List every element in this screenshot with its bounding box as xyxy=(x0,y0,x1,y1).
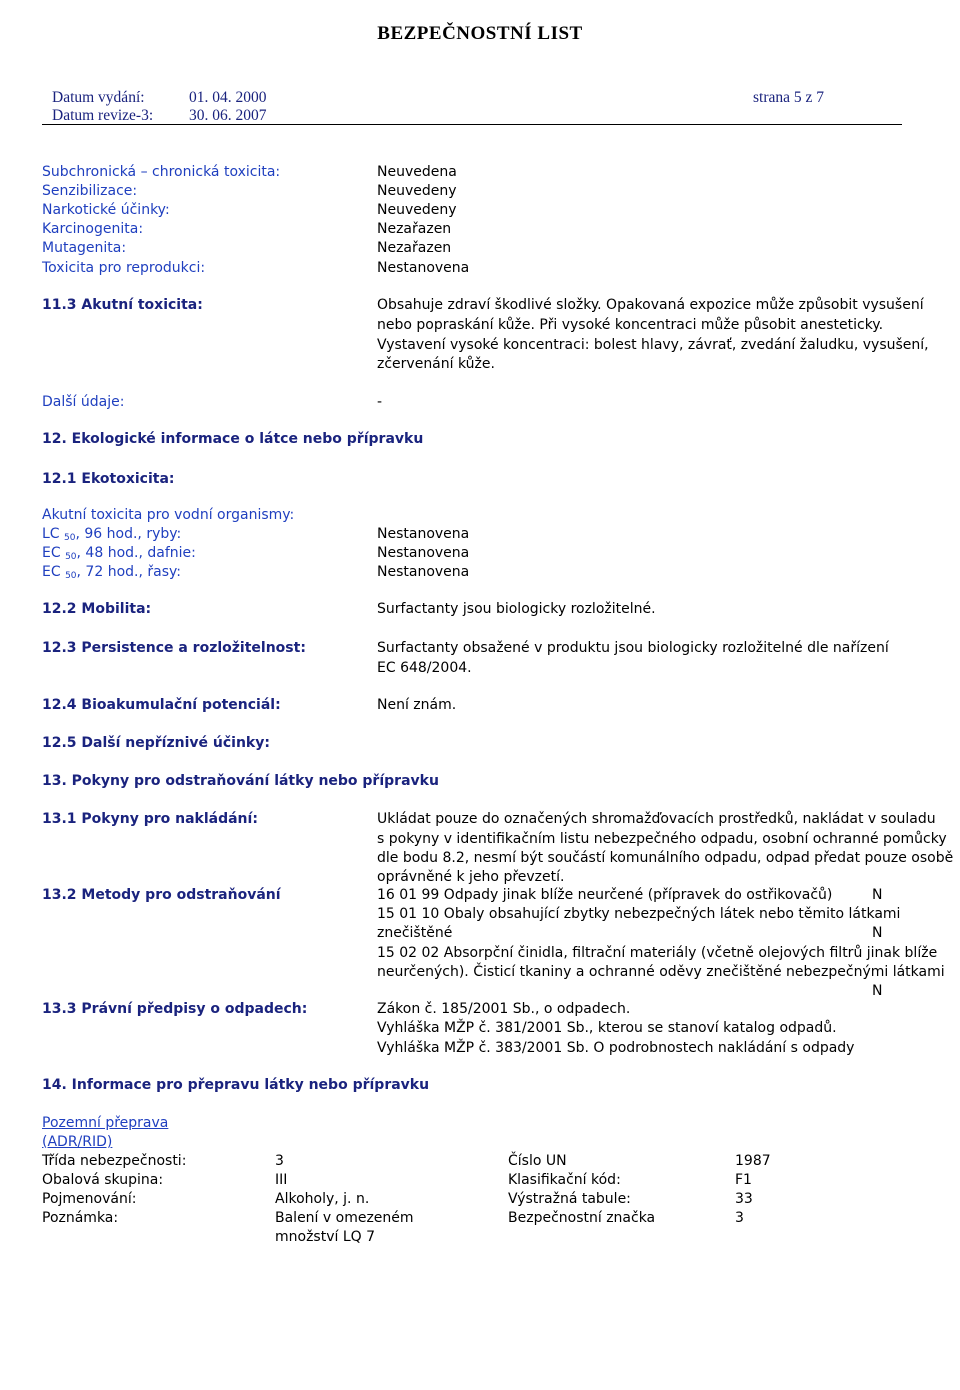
transport-value: Alkoholy, j. n. xyxy=(275,1191,370,1207)
transport-label: Číslo UN xyxy=(508,1153,567,1169)
handling-line: dle bodu 8.2, nesmí být součástí komunálního odpadu, odpad předat pouze osobě xyxy=(377,850,954,866)
transport-value: Balení v omezeném xyxy=(275,1210,414,1226)
transport-note-continuation: množství LQ 7 xyxy=(275,1229,376,1245)
transport-label: Výstražná tabule: xyxy=(508,1191,631,1207)
transport-label: Bezpečnostní značka xyxy=(508,1210,656,1226)
section-12-title: 12. Ekologické informace o látce nebo přípravku xyxy=(42,431,424,447)
aquatic-test-value: Nestanovena xyxy=(377,526,470,542)
handling-line: oprávněné k jeho převzetí. xyxy=(377,869,565,885)
handling-line: s pokyny v identifikačním listu nebezpečného odpadu, osobní ochranné pomůcky xyxy=(377,831,947,847)
transport-label: Klasifikační kód: xyxy=(508,1172,621,1188)
land-transport-heading: Pozemní přeprava xyxy=(42,1115,169,1131)
section-13-title: 13. Pokyny pro odstraňování látky nebo přípravku xyxy=(42,773,439,789)
toxicity-value: Neuvedeny xyxy=(377,183,457,199)
mobility-label: 12.2 Mobilita: xyxy=(42,601,152,617)
revision-date-label: Datum revize-3: xyxy=(52,107,154,124)
acute-toxicity-line: Vystavení vysoké koncentraci: bolest hlavy, závrať, zvedání žaludku, vysušení, xyxy=(377,337,929,353)
acute-toxicity-line: zčervenání kůže. xyxy=(377,356,495,372)
waste-legislation-line: Vyhláška MŽP č. 383/2001 Sb. O podrobnostech nakládání s odpady xyxy=(377,1040,855,1056)
handling-line: Ukládat pouze do označených shromažďovacích prostředků, nakládat v souladu xyxy=(377,811,936,827)
waste-legislation-line: Zákon č. 185/2001 Sb., o odpadech. xyxy=(377,1001,631,1017)
issued-date-label: Datum vydání: xyxy=(52,89,145,106)
issued-date-value: 01. 04. 2000 xyxy=(189,89,267,106)
bioaccumulation-label: 12.4 Bioakumulační potenciál: xyxy=(42,697,281,713)
adverse-effects-label: 12.5 Další nepříznivé účinky: xyxy=(42,735,270,751)
disposal-method-line: 15 01 10 Obaly obsahující zbytky nebezpečných látek nebo těmito látkami xyxy=(377,906,901,922)
other-info-value: - xyxy=(377,394,383,410)
acute-toxicity-line: Obsahuje zdraví škodlivé složky. Opakovaná expozice může způsobit vysušení xyxy=(377,297,924,313)
toxicity-value: Neuvedena xyxy=(377,164,457,180)
transport-label: Třída nebezpečnosti: xyxy=(42,1153,187,1169)
ecotoxicity-label: 12.1 Ekotoxicita: xyxy=(42,471,175,487)
persistence-label: 12.3 Persistence a rozložitelnost: xyxy=(42,640,306,656)
handling-label: 13.1 Pokyny pro nakládání: xyxy=(42,811,258,827)
toxicity-label: Toxicita pro reprodukci: xyxy=(42,260,206,276)
toxicity-label: Mutagenita: xyxy=(42,240,127,256)
disposal-mark: N xyxy=(872,983,883,999)
transport-value: III xyxy=(275,1172,288,1188)
transport-value: 3 xyxy=(275,1153,284,1169)
toxicity-value: Neuvedeny xyxy=(377,202,457,218)
transport-value: F1 xyxy=(735,1172,752,1188)
transport-label: Pojmenování: xyxy=(42,1191,137,1207)
transport-label: Poznámka: xyxy=(42,1210,119,1226)
transport-label: Obalová skupina: xyxy=(42,1172,164,1188)
aquatic-test-value: Nestanovena xyxy=(377,545,470,561)
toxicity-label: Narkotické účinky: xyxy=(42,202,170,218)
toxicity-label: Karcinogenita: xyxy=(42,221,144,237)
transport-value: 1987 xyxy=(735,1153,771,1169)
disposal-method-line: 15 02 02 Absorpční činidla, filtrační materiály (včetně olejových filtrů jinak blíže xyxy=(377,945,938,961)
document-title: BEZPEČNOSTNÍ LIST xyxy=(377,23,583,44)
aquatic-test-label: EC $_{50}$, 48 hod., dafnie: xyxy=(42,545,196,562)
toxicity-value: Nezařazen xyxy=(377,221,452,237)
disposal-method-line: 16 01 99 Odpady jinak blíže neurčené (přípravek do ostřikovačů) xyxy=(377,887,833,903)
waste-legislation-line: Vyhláška MŽP č. 381/2001 Sb., kterou se stanoví katalog odpadů. xyxy=(377,1020,837,1036)
disposal-methods-label: 13.2 Metody pro odstraňování xyxy=(42,887,281,903)
aquatic-test-label: EC $_{50}$, 72 hod., řasy: xyxy=(42,564,181,581)
aquatic-test-label: LC $_{50}$, 96 hod., ryby: xyxy=(42,526,182,543)
toxicity-label: Subchronická – chronická toxicita: xyxy=(42,164,281,180)
acute-toxicity-label: 11.3 Akutní toxicita: xyxy=(42,297,203,313)
disposal-method-line: znečištěné xyxy=(377,925,453,941)
transport-value: 33 xyxy=(735,1191,753,1207)
bioaccumulation-value: Není znám. xyxy=(377,697,457,713)
mobility-value: Surfactanty jsou biologicky rozložitelné. xyxy=(377,601,656,617)
disposal-mark: N xyxy=(872,925,883,941)
persistence-line: EC 648/2004. xyxy=(377,660,472,676)
disposal-method-line: neurčených). Čisticí tkaniny a ochranné oděvy znečištěné nebezpečnými látkami xyxy=(377,964,945,980)
revision-date-value: 30. 06. 2007 xyxy=(189,107,267,124)
persistence-line: Surfactanty obsažené v produktu jsou biologicky rozložitelné dle nařízení xyxy=(377,640,889,656)
disposal-mark: N xyxy=(872,887,883,903)
toxicity-value: Nezařazen xyxy=(377,240,452,256)
transport-value: 3 xyxy=(735,1210,744,1226)
section-14-title: 14. Informace pro přepravu látky nebo přípravku xyxy=(42,1077,430,1093)
toxicity-value: Nestanovena xyxy=(377,260,470,276)
toxicity-label: Senzibilizace: xyxy=(42,183,138,199)
aquatic-toxicity-label: Akutní toxicita pro vodní organismy: xyxy=(42,507,295,523)
aquatic-test-value: Nestanovena xyxy=(377,564,470,580)
acute-toxicity-line: nebo popraskání kůže. Při vysoké koncentraci může působit anesteticky. xyxy=(377,317,884,333)
page-number: strana 5 z 7 xyxy=(753,89,825,106)
waste-legislation-label: 13.3 Právní předpisy o odpadech: xyxy=(42,1001,308,1017)
header-rule xyxy=(42,124,902,125)
land-transport-heading-regs: (ADR/RID) xyxy=(42,1134,113,1150)
other-info-label: Další údaje: xyxy=(42,394,125,410)
